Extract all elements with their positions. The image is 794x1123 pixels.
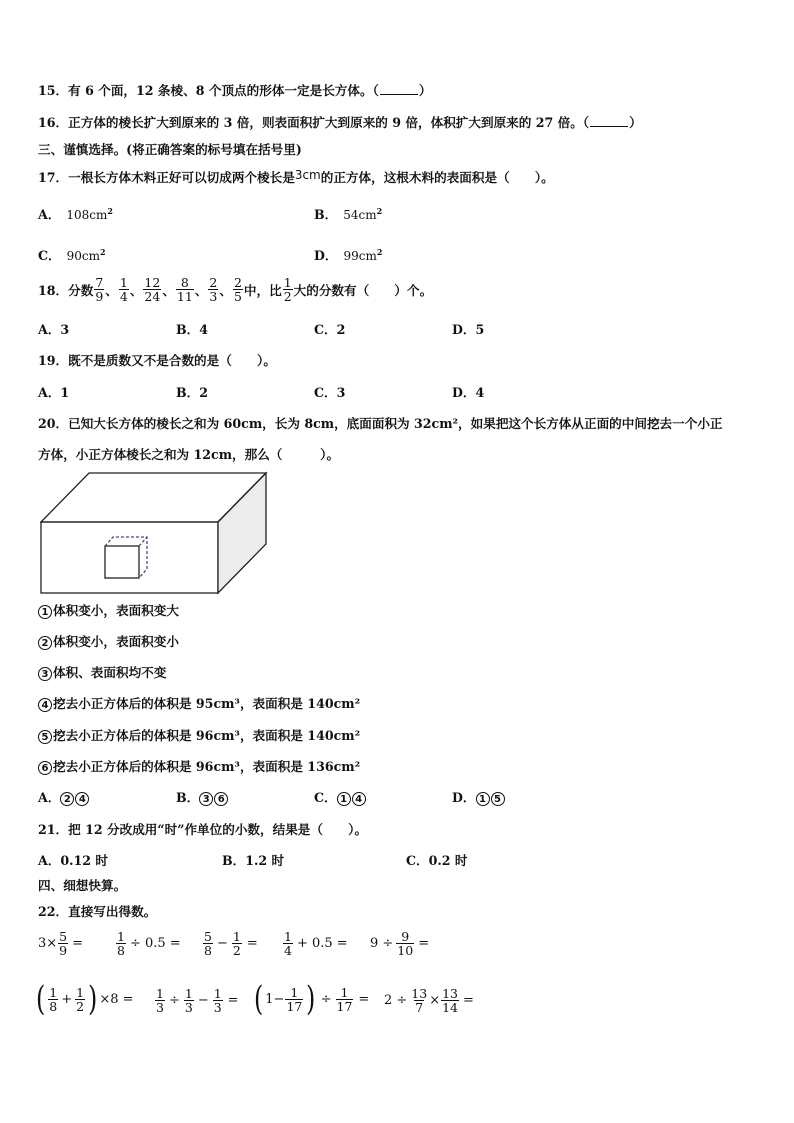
reference-fraction: $\frac{1}{2}$: [283, 275, 292, 304]
q20-option-b[interactable]: B． 3 6: [176, 789, 229, 807]
question-22: 22．直接写出得数。: [38, 904, 157, 919]
expr-r2-1: ( $\frac{1}{8}$ + $\frac{1}{2}$ ) ×8 =: [35, 979, 134, 1019]
statement-3: 3 体积、表面积均不变: [38, 664, 166, 682]
expr-r2-2: $\frac{1}{3}$ ÷ $\frac{1}{3}$ − $\frac{1}{3}$ =: [156, 986, 239, 1015]
question-19: 19．既不是质数又不是合数的是（ ）。: [38, 353, 276, 368]
expr-r1-1: 3× $\frac{5}{9}$ =: [38, 929, 84, 958]
section-3-heading: 三、谨慎选择。(将正确答案的标号填在括号里): [38, 142, 302, 157]
q17-option-c[interactable]: C． $90cm^2$: [38, 247, 106, 263]
fraction: $\frac{1}{4}$: [119, 275, 128, 304]
statement-4: 4 挖去小正方体后的体积是 95cm³，表面积是 140cm²: [38, 695, 360, 713]
fraction: $\frac{2}{5}$: [233, 275, 242, 304]
q19-option-c[interactable]: C．3: [314, 385, 346, 400]
question-18: 18．分数 $\frac{7}{9}$ 、 $\frac{1}{4}$ 、 $\frac{12}{24}$ 、 $\frac{8}{11}$ 、 $\frac{2}{3}$ 、 $\frac{2}{5}$ 中，比 $\frac{1}{2}$ 大的分数有（ ）个。: [38, 275, 433, 304]
expr-r2-4: 2 ÷ $\frac{13}{7}$ × $\frac{13}{14}$ =: [384, 986, 474, 1015]
q21-option-a[interactable]: A．0.12 时: [38, 853, 109, 868]
question-20-line-1: 20．已知大长方体的棱长之和为 60cm，长为 8cm，底面面积为 32cm²，如果把这个长方体从正面的中间挖去一个小正: [38, 416, 723, 431]
question-20-line-2: 方体，小正方体棱长之和为 12cm，那么（ ）。: [38, 447, 340, 462]
q17-option-a[interactable]: A． $108cm^2$: [38, 206, 113, 222]
expr-r1-4: $\frac{1}{4}$ + 0.5 =: [284, 929, 348, 958]
q20-option-d[interactable]: D． 1 5: [452, 789, 506, 807]
q18-option-d[interactable]: D．5: [452, 322, 485, 337]
section-4-heading: 四、细想快算。: [38, 878, 127, 893]
question-15: 15．有 6 个面，12 条棱、8 个顶点的形体一定是长方体。（ ）: [38, 83, 432, 98]
q20-option-a[interactable]: A． 2 4: [38, 789, 90, 807]
answer-blank[interactable]: [380, 82, 418, 95]
q18-option-b[interactable]: B．4: [176, 322, 209, 337]
expr-r1-5: 9 ÷ $\frac{9}{10}$ =: [370, 929, 430, 958]
q17-option-b[interactable]: B． $54cm^2$: [314, 206, 383, 222]
q19-option-d[interactable]: D．4: [452, 385, 485, 400]
question-17: 17．一根长方体木料正好可以切成两个棱长是3cm的正方体，这根木料的表面积是（ ）。: [38, 168, 554, 185]
fraction: $\frac{8}{11}$: [176, 275, 193, 304]
expr-r1-3: $\frac{5}{8}$ − $\frac{1}{2}$ =: [204, 929, 258, 958]
q18-option-c[interactable]: C．2: [314, 322, 346, 337]
q20-option-c[interactable]: C． 1 4: [314, 789, 367, 807]
q21-option-c[interactable]: C．0.2 时: [406, 853, 468, 868]
question-21: 21．把 12 分改成用“时”作单位的小数，结果是（ ）。: [38, 822, 368, 837]
fraction: $\frac{2}{3}$: [209, 275, 218, 304]
statement-2: 2 体积变小，表面积变小: [38, 633, 179, 651]
answer-blank[interactable]: [590, 114, 628, 127]
statement-5: 5 挖去小正方体后的体积是 96cm³，表面积是 140cm²: [38, 727, 360, 745]
statement-1: 1 体积变小，表面积变大: [38, 602, 179, 620]
q19-option-a[interactable]: A．1: [38, 385, 70, 400]
cuboid-figure: [40, 470, 280, 600]
q18-option-a[interactable]: A．3: [38, 322, 70, 337]
expr-r1-2: $\frac{1}{8}$ ÷ 0.5 =: [117, 929, 181, 958]
expr-r2-3: ( 1− $\frac{1}{17}$ ) ÷ $\frac{1}{17}$ =: [253, 979, 370, 1019]
q19-option-b[interactable]: B．2: [176, 385, 209, 400]
fraction: $\frac{7}{9}$: [95, 275, 104, 304]
q17-option-d[interactable]: D． $99cm^2$: [314, 247, 383, 263]
q21-option-b[interactable]: B．1.2 时: [222, 853, 285, 868]
statement-6: 6 挖去小正方体后的体积是 96cm³，表面积是 136cm²: [38, 758, 360, 776]
fraction: $\frac{12}{24}$: [144, 275, 161, 304]
question-16: 16．正方体的棱长扩大到原来的 3 倍，则表面积扩大到原来的 9 倍，体积扩大到原来的 27 倍。（ ）: [38, 115, 642, 130]
